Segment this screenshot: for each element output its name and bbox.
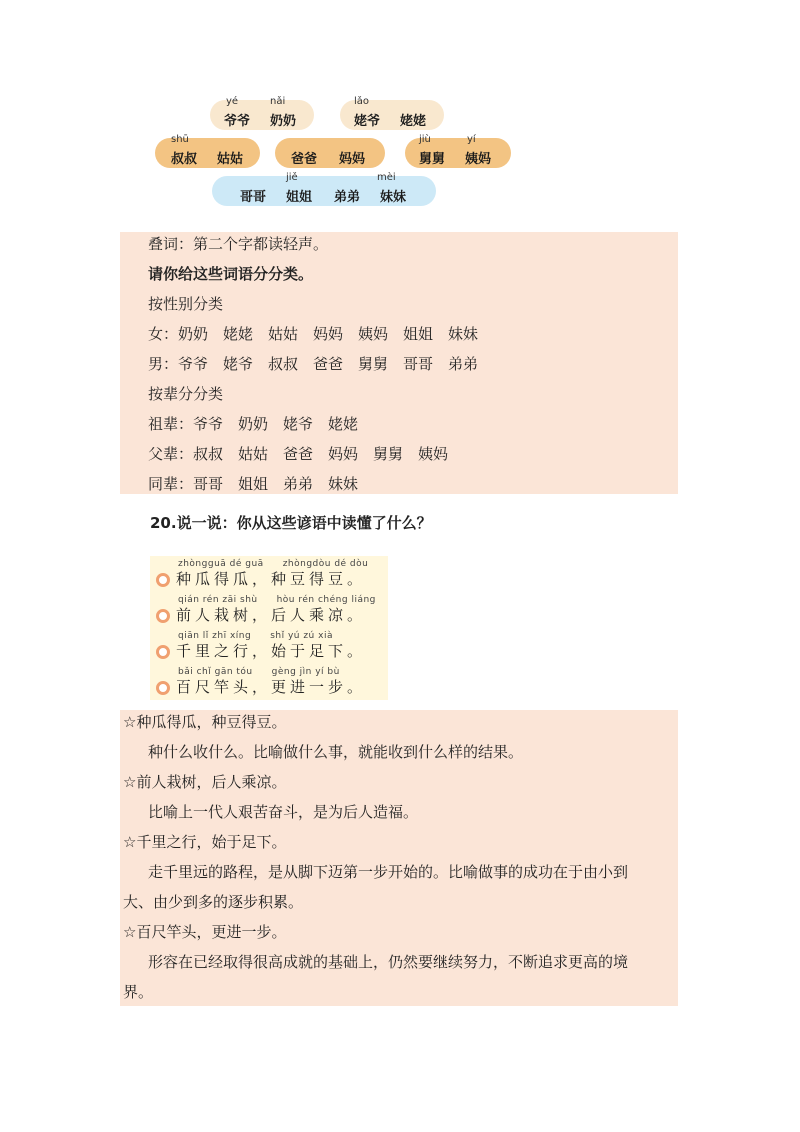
proverb-pinyin: qián rén zāi shù hòu rén chéng liáng — [178, 595, 376, 605]
answer-line: 大、由少到多的逐步积累。 — [123, 893, 304, 911]
word: 舅舅 — [419, 152, 446, 167]
word: 姐姐 — [286, 190, 313, 205]
word: 哥哥 — [240, 190, 267, 205]
word: 叔叔 — [171, 152, 198, 167]
pinyin: jiù — [419, 134, 431, 145]
word: 妈妈 — [339, 152, 366, 167]
proverb-text: 种瓜得瓜，种豆得豆。 — [176, 570, 367, 588]
answer-line: 界。 — [123, 983, 154, 1001]
word-pill-siblings — [212, 172, 436, 206]
answer-line: 父辈：叔叔 姑姑 爸爸 妈妈 舅舅 姨妈 — [148, 445, 449, 463]
answer-line: ☆百尺竿头，更进一步。 — [123, 923, 287, 941]
proverb-text: 前人栽树，后人乘凉。 — [176, 606, 367, 624]
pinyin: jiě — [286, 172, 298, 183]
word-pill-maternal-uncle-aunt — [405, 134, 511, 168]
proverb-box — [150, 556, 388, 700]
word-pill-uncle-aunt — [155, 134, 260, 168]
proverb-line — [150, 664, 388, 700]
answer-line: ☆前人栽树，后人乘凉。 — [123, 773, 287, 791]
answer-line: 种什么收什么。比喻做什么事，就能收到什么样的结果。 — [148, 743, 524, 761]
proverb-line — [150, 628, 388, 664]
bullet-icon — [156, 681, 170, 695]
word: 奶奶 — [270, 114, 297, 129]
question-title: 20.说一说：你从这些谚语中读懂了什么？ — [150, 514, 432, 532]
bullet-icon — [156, 573, 170, 587]
word-pill-maternal-grandparents — [340, 96, 444, 130]
answer-line: 女：奶奶 姥姥 姑姑 妈妈 姨妈 姐姐 妹妹 — [148, 325, 479, 343]
bullet-icon — [156, 645, 170, 659]
word: 姥姥 — [400, 114, 427, 129]
answer-line: ☆千里之行，始于足下。 — [123, 833, 287, 851]
proverb-pinyin: zhòngguā dé guā zhòngdòu dé dòu — [178, 559, 369, 569]
word: 姨妈 — [465, 152, 492, 167]
answer-block-classification — [120, 232, 678, 494]
word: 姑姑 — [217, 152, 244, 167]
word: 爷爷 — [224, 114, 251, 129]
answer-line: 形容在已经取得很高成就的基础上，仍然要继续努力，不断追求更高的境 — [148, 953, 629, 971]
proverb-pinyin: qiān lǐ zhī xíng shǐ yú zú xià — [178, 631, 333, 641]
proverb-text: 千里之行，始于足下。 — [176, 642, 367, 660]
pinyin: lǎo — [354, 96, 370, 107]
proverb-line — [150, 556, 388, 592]
pinyin: shū — [171, 134, 189, 145]
pinyin: nǎi — [270, 96, 286, 107]
word: 爸爸 — [291, 152, 318, 167]
answer-line: 男：爷爷 姥爷 叔叔 爸爸 舅舅 哥哥 弟弟 — [148, 355, 479, 373]
word: 妹妹 — [380, 190, 407, 205]
word: 弟弟 — [334, 190, 361, 205]
bullet-icon — [156, 609, 170, 623]
answer-heading: 请你给这些词语分分类。 — [148, 265, 314, 283]
proverb-line — [150, 592, 388, 628]
answer-line: 祖辈：爷爷 奶奶 姥爷 姥姥 — [148, 415, 359, 433]
answer-line: 按辈分分类 — [148, 385, 224, 403]
answer-line: 叠词：第二个字都读轻声。 — [148, 235, 329, 253]
pinyin: yé — [226, 96, 239, 107]
answer-line: 按性别分类 — [148, 295, 224, 313]
answer-line: 同辈：哥哥 姐姐 弟弟 妹妹 — [148, 475, 359, 493]
word: 姥爷 — [354, 114, 381, 129]
pinyin: mèi — [377, 172, 396, 183]
proverb-text: 百尺竿头，更进一步。 — [176, 678, 367, 696]
answer-line: 走千里远的路程，是从脚下迈第一步开始的。比喻做事的成功在于由小到 — [148, 863, 629, 881]
answer-line: 比喻上一代人艰苦奋斗，是为后人造福。 — [148, 803, 419, 821]
proverb-pinyin: bǎi chǐ gān tóu gèng jìn yí bù — [178, 667, 340, 677]
answer-block-proverbs — [120, 710, 678, 1006]
word-pill-grandparents — [210, 96, 314, 130]
word-pill-parents — [275, 138, 385, 168]
pinyin: yí — [467, 134, 476, 145]
answer-line: ☆种瓜得瓜，种豆得豆。 — [123, 713, 287, 731]
